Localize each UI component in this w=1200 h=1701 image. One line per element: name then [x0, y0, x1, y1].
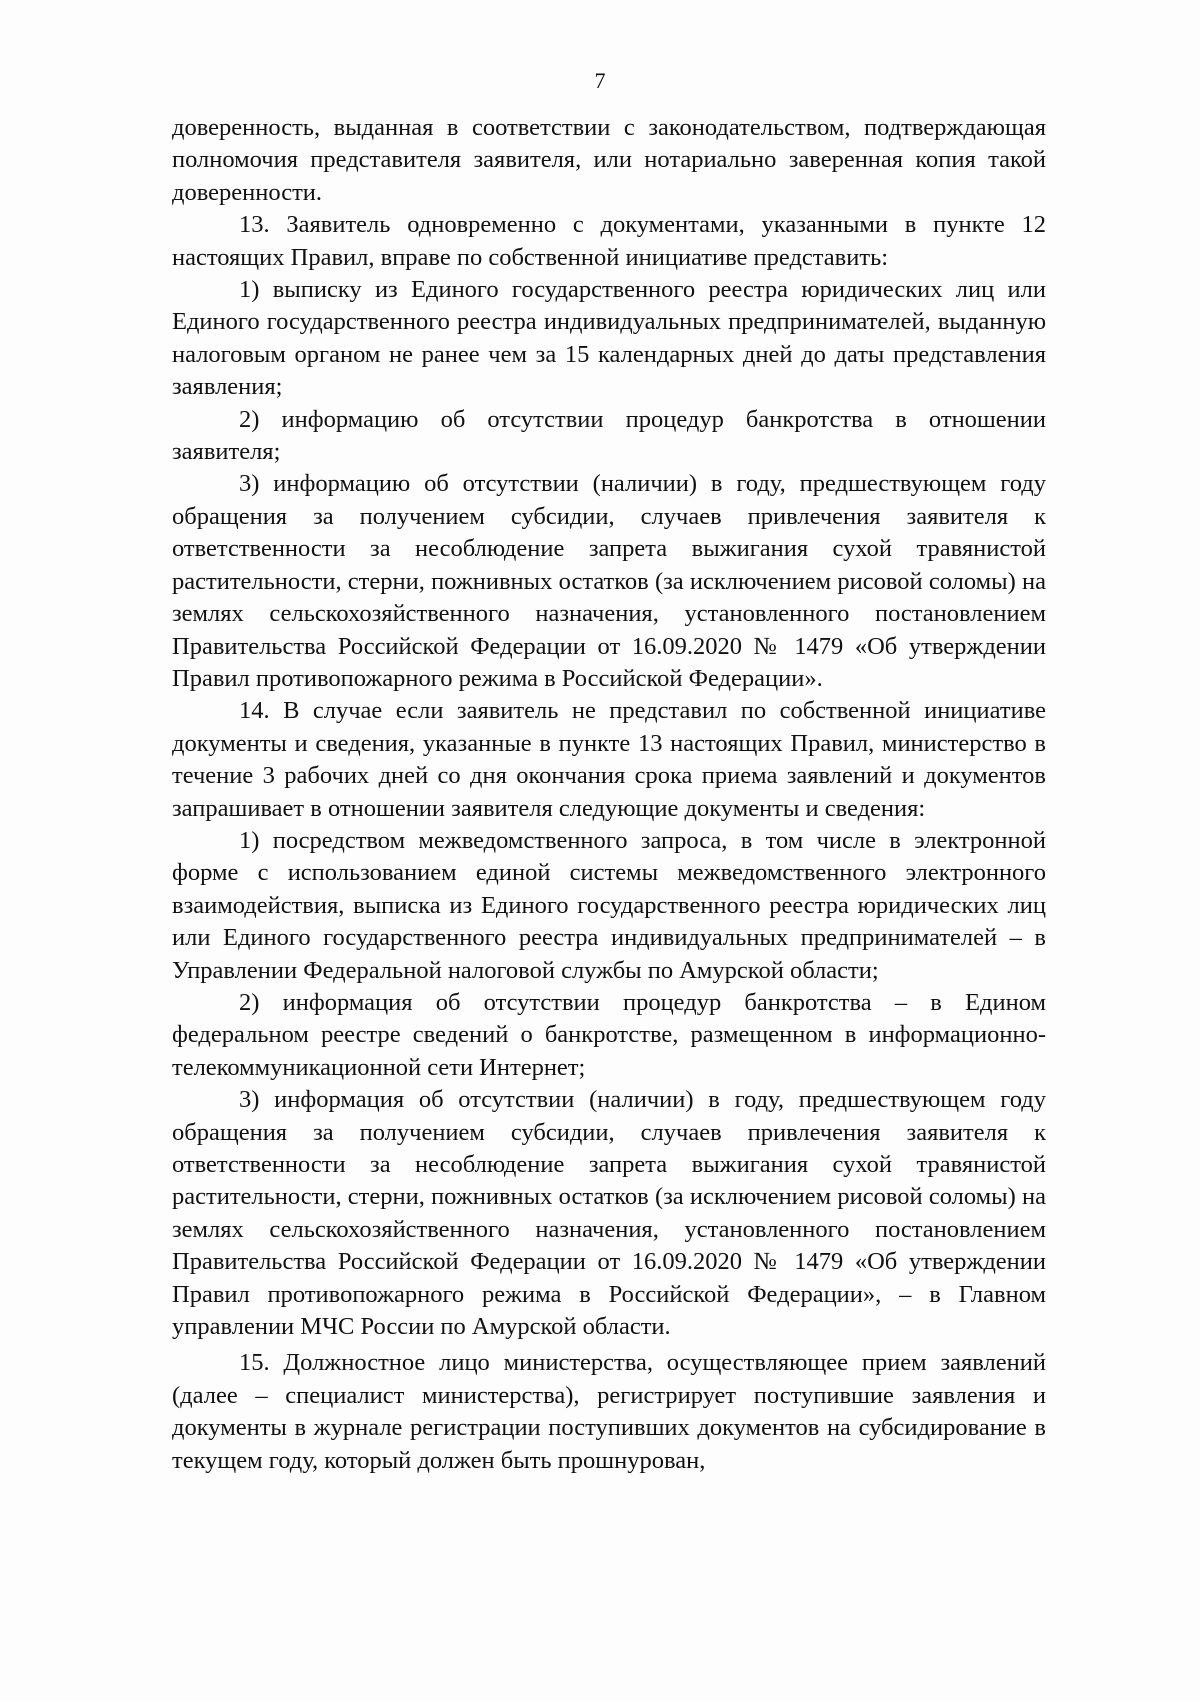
page-number: 7 — [594, 68, 606, 93]
document-body — [172, 112, 1046, 1477]
paragraph-item-13-2: 2) информацию об отсутствии процедур банкротства в отношении заявителя; — [172, 405, 1046, 466]
paragraph-item-13-3: 3) информацию об отсутствии (наличии) в году, предшествующем году обращения за получением субсидии, случаев привлечения заявителя к ответственности за несоблюдение запрета выжигания сухой травянистой растительности, стерни, пожнивных остатков (за исключением рисовой соломы) на землях сельскохозяйственного назначения, установленного постановлением Правительства Российской Федерации от 16.09.2020 № 1479 «Об утверждении Правил противопожарного режима в Российской Федерации». — [172, 470, 1046, 692]
paragraph-item-13: 13. Заявитель одновременно с документами, указанными в пункте 12 настоящих Правил, вправе по собственной инициативе представить: — [172, 211, 1046, 271]
paragraph-item-13-1: 1) выписку из Единого государственного реестра юридических лиц или Единого государственного реестра индивидуальных предпринимателей, выданную налоговым органом не ранее чем за 15 календарных дней до даты представления заявления; — [172, 276, 1046, 401]
paragraph-continuation: доверенность, выданная в соответствии с законодательством, подтверждающая полномочия представителя заявителя, или нотариально заверенная копия такой доверенности. — [172, 114, 1046, 206]
paragraph-item-14-1: 1) посредством межведомственного запроса, в том числе в электронной форме с использованием единой системы межведомственного электронного взаимодействия, выписка из Единого государственного реестра юридических лиц или Единого государственного реестра индивидуальных предпринимателей – в Управлении Федеральной налоговой службы по Амурской области; — [172, 826, 1046, 984]
paragraph-item-14: 14. В случае если заявитель не представил по собственной инициативе документы и сведения, указанные в пункте 13 настоящих Правил, министерство в течение 3 рабочих дней со дня окончания срока приема заявлений и документов запрашивает в отношении заявителя следующие документы и сведения: — [172, 697, 1046, 822]
paragraph-item-14-2: 2) информация об отсутствии процедур банкротства – в Едином федеральном реестре сведений о банкротстве, размещенном в информационно-телекоммуникационной сети Интернет; — [172, 988, 1046, 1081]
paragraph-item-14-3: 3) информация об отсутствии (наличии) в году, предшествующем году обращения за получением субсидии, случаев привлечения заявителя к ответственности за несоблюдение запрета выжигания сухой травянистой растительности, стерни, пожнивных остатков (за исключением рисовой соломы) на землях сельскохозяйственного назначения, установленного постановлением Правительства Российской Федерации от 16.09.2020 № 1479 «Об утверждении Правил противопожарного режима в Российской Федерации», – в Главном управлении МЧС России по Амурской области. — [172, 1086, 1046, 1341]
paragraph-item-15: 15. Должностное лицо министерства, осуществляющее прием заявлений (далее – специалист министерства), регистрирует поступившие заявления и документы в журнале регистрации поступивших документов на субсидирование в текущем году, который должен быть прошнурован, — [172, 1349, 1046, 1474]
